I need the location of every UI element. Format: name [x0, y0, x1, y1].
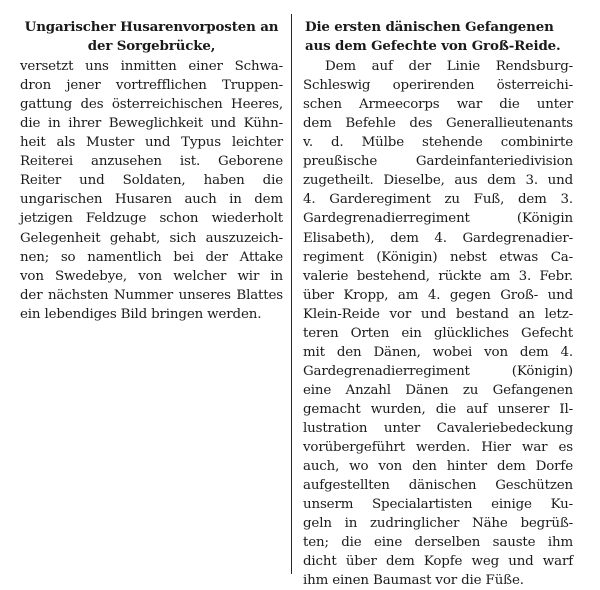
body-line: eine Anzahl Dänen zu Gefangenen	[303, 382, 573, 398]
right-article-body	[303, 57, 573, 590]
body-line: dicht über dem Kopfe weg und warf	[303, 554, 573, 570]
body-line: dem Befehle des Generallieutenants	[303, 116, 573, 132]
body-line: geln in zudringlicher Nähe begrüß-	[303, 516, 573, 532]
body-line: die in ihrer Beweglichkeit und Kühn-	[20, 116, 283, 132]
body-line: jetzigen Feldzuge schon wiederholt	[20, 211, 283, 227]
column-divider	[291, 14, 292, 574]
left-article-body	[20, 57, 283, 324]
heading-line: Die ersten dänischen Gefangenen	[305, 19, 554, 35]
right-column	[303, 18, 573, 590]
body-line: von Swedebye, von welcher wir in	[20, 268, 283, 284]
body-line: Reiterei anzusehen ist. Geborene	[20, 154, 283, 170]
body-line: Dem auf der Linie Rendsburg-	[325, 59, 573, 75]
body-line: lustration unter Cavaleriebedeckung	[303, 420, 573, 436]
heading-line: Ungarischer Husarenvorposten an	[24, 19, 279, 35]
body-line: gattung des österreichischen Heeres,	[20, 97, 283, 113]
body-line: regiment (Königin) nebst etwas Ca-	[303, 249, 573, 265]
body-line: ungarischen Husaren auch in dem	[20, 192, 283, 208]
body-line: nen; so namentlich bei der Attake	[20, 249, 283, 265]
body-line: valerie bestehend, rückte am 3. Febr.	[303, 268, 573, 284]
body-line: aufgestellten dänischen Geschützen	[303, 478, 573, 494]
body-line: heit als Muster und Typus leichter	[20, 135, 283, 151]
body-line: gemacht wurden, die auf unserer Il-	[303, 401, 573, 417]
body-line: v. d. Mülbe stehende combinirte	[303, 135, 573, 151]
heading-line: aus dem Gefechte von Groß-Reide.	[305, 38, 561, 55]
body-line: unserm Specialartisten einige Ku-	[303, 497, 573, 513]
body-line: 4. Garderegiment zu Fuß, dem 3.	[303, 192, 573, 208]
body-line: zugetheilt. Dieselbe, aus dem 3. und	[303, 173, 573, 189]
body-line: vorübergeführt werden. Hier war es	[303, 440, 573, 456]
body-line: Reiter und Soldaten, haben die	[20, 173, 283, 189]
body-line: über Kropp, am 4. gegen Groß- und	[303, 287, 573, 303]
body-line: auch, wo von den hinter dem Dorfe	[303, 459, 573, 475]
body-line: teren Orten ein glückliches Gefecht	[303, 325, 573, 341]
body-line: ihm einen Baumast vor die Füße.	[303, 573, 524, 589]
body-line: Klein-Reide vor und bestand an letz-	[303, 306, 573, 322]
body-line: schen Armeecorps war die unter	[303, 97, 573, 113]
heading-line: der Sorgebrücke,	[87, 38, 216, 55]
right-article-heading	[303, 18, 573, 56]
body-line: der nächsten Nummer unseres Blattes	[20, 287, 283, 303]
body-line: Schleswig operirenden österreichi-	[303, 78, 573, 94]
body-line: Gardegrenadierregiment (Königin)	[303, 363, 573, 379]
body-line: preußische Gardeinfanteriedivision	[303, 154, 573, 170]
body-line: versetzt uns inmitten einer Schwa-	[20, 59, 283, 75]
body-line: dron jener vortrefflichen Truppen-	[20, 78, 283, 94]
body-line: Gelegenheit gehabt, sich auszuzeich-	[20, 230, 283, 246]
body-line: Gardegrenadierregiment (Königin	[303, 211, 573, 227]
body-line: ten; die eine derselben sauste ihm	[303, 535, 573, 551]
body-line: Elisabeth), dem 4. Gardegrenadier-	[303, 230, 573, 246]
body-line: ein lebendiges Bild bringen werden.	[20, 306, 262, 322]
left-article-heading	[20, 18, 283, 56]
body-line: mit den Dänen, wobei von dem 4.	[303, 344, 573, 360]
left-column	[20, 18, 283, 324]
